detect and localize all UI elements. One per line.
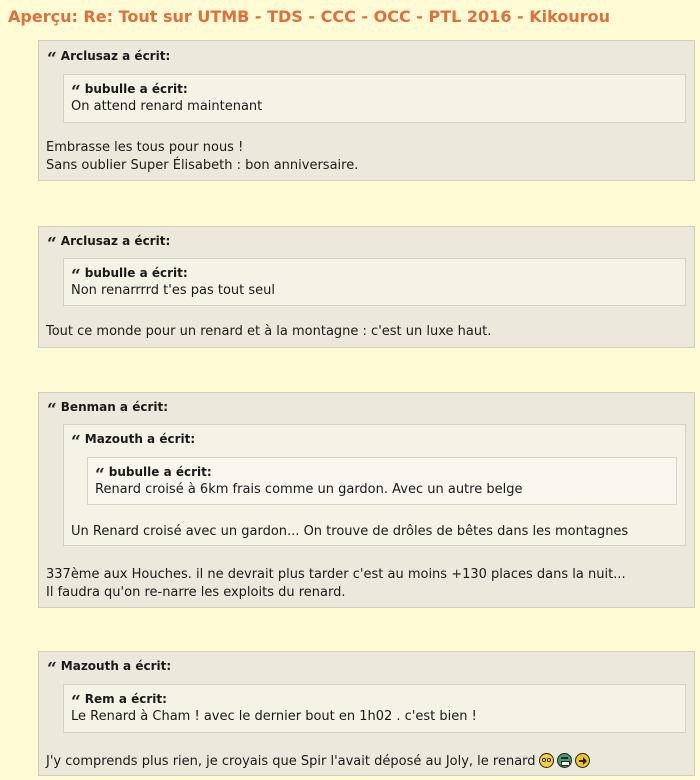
nested-quote-text: Le Renard à Cham ! avec le dernier bout en 1h02 . c'est bien ! bbox=[71, 709, 477, 724]
nested-quote-block bbox=[63, 258, 686, 306]
quote-author: “ Arclusaz a écrit: bbox=[47, 234, 171, 254]
post-text-line: Sans oublier Super Élisabeth : bon anniversaire. bbox=[46, 158, 359, 173]
quote-mark-icon: “ bbox=[47, 400, 57, 420]
quote-mark-icon: “ bbox=[71, 432, 81, 452]
quote-block bbox=[38, 392, 695, 608]
nested-quote-text: Non renarrrrd t'es pas tout seul bbox=[71, 283, 276, 298]
post-text-line: Il faudra qu'on re-narre les exploits du renard. bbox=[46, 585, 346, 600]
quote-mark-icon: “ bbox=[71, 82, 81, 102]
post-text-line: 337ème aux Houches. il ne devrait plus tarder c'est au moins +130 places dans la nuit... bbox=[46, 567, 626, 582]
page-title: Aperçu: Re: Tout sur UTMB - TDS - CCC - OCC - PTL 2016 - Kikourou bbox=[8, 7, 610, 26]
nested-quote-block bbox=[63, 424, 686, 546]
quote-author: “ Benman a écrit: bbox=[47, 400, 169, 420]
nested-quote-author: “ bubulle a écrit: bbox=[71, 82, 188, 102]
grin-smiley-icon bbox=[557, 753, 572, 768]
nested-quote-text: Un Renard croisé avec un gardon... On trouve de drôles de bêtes dans les montagnes bbox=[71, 524, 629, 539]
post-text-line: Tout ce monde pour un renard et à la montagne : c'est un luxe haut. bbox=[46, 324, 492, 339]
nested-quote-author: “ bubulle a écrit: bbox=[71, 266, 188, 286]
quote-block bbox=[38, 651, 695, 776]
quote-block bbox=[38, 40, 695, 181]
quote-mark-icon: “ bbox=[47, 49, 57, 69]
nested-quote-block-inner bbox=[87, 457, 677, 505]
inner-quote-text: Renard croisé à 6km frais comme un gardon. Avec un autre belge bbox=[95, 482, 523, 497]
confused-smiley-icon bbox=[539, 753, 554, 768]
arrow-smiley-icon bbox=[575, 753, 590, 768]
nested-quote-author: “ Mazouth a écrit: bbox=[71, 432, 196, 452]
quote-mark-icon: “ bbox=[71, 266, 81, 286]
quote-mark-icon: “ bbox=[95, 465, 105, 485]
nested-quote-block bbox=[63, 74, 686, 123]
quote-author: “ Mazouth a écrit: bbox=[47, 659, 172, 679]
quote-mark-icon: “ bbox=[71, 692, 81, 712]
quote-mark-icon: “ bbox=[47, 234, 57, 254]
quote-author: “ Arclusaz a écrit: bbox=[47, 49, 171, 69]
inner-quote-author: “ bubulle a écrit: bbox=[95, 465, 212, 485]
nested-quote-text: On attend renard maintenant bbox=[71, 99, 263, 114]
quote-mark-icon: “ bbox=[47, 659, 57, 679]
nested-quote-author: “ Rem a écrit: bbox=[71, 692, 167, 712]
post-text-line: Embrasse les tous pour nous ! bbox=[46, 140, 244, 155]
nested-quote-block bbox=[63, 684, 686, 733]
post-text-line: J'y comprends plus rien, je croyais que Spir l'avait déposé au Joly, le renard bbox=[46, 753, 590, 769]
quote-block bbox=[38, 226, 695, 348]
